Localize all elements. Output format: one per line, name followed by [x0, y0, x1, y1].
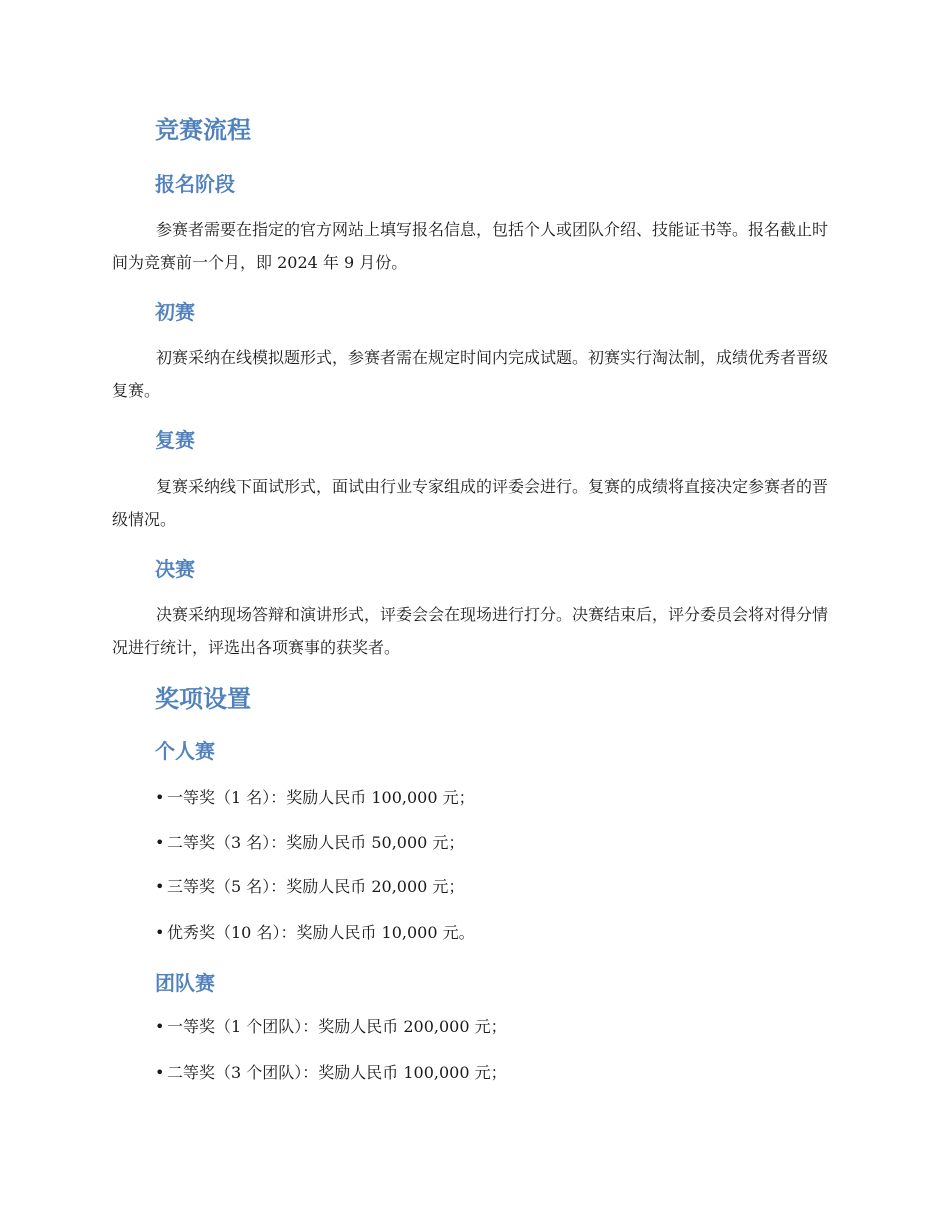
section-title-process: 竞赛流程 — [155, 116, 251, 144]
bullet-icon: • — [155, 788, 165, 807]
section-title-awards: 奖项设置 — [155, 685, 251, 713]
bullet-icon: • — [155, 833, 165, 852]
paragraph-final: 决赛采纳现场答辩和演讲形式，评委会会在现场进行打分。决赛结束后，评分委员会将对得分情况进行统计，评选出各项赛事的获奖者。 — [112, 605, 829, 657]
list-item — [155, 876, 464, 898]
list-item-text: 一等奖（1 名）：奖励人民币 100,000 元； — [167, 788, 475, 807]
bullet-icon: • — [155, 877, 165, 896]
subsection-title-registration: 报名阶段 — [155, 172, 235, 196]
list-item — [155, 787, 475, 809]
list-item — [155, 1062, 507, 1084]
list-item — [155, 922, 475, 944]
paragraph-semifinal: 复赛采纳线下面试形式，面试由行业专家组成的评委会进行。复赛的成绩将直接决定参赛者的晋级情况。 — [112, 477, 829, 529]
list-item-text: 优秀奖（10 名）：奖励人民币 10,000 元。 — [167, 923, 475, 942]
list-item-text: 三等奖（5 名）：奖励人民币 20,000 元； — [167, 877, 465, 896]
paragraph-preliminary: 初赛采纳在线模拟题形式，参赛者需在规定时间内完成试题。初赛实行淘汰制，成绩优秀者晋级复赛。 — [112, 348, 829, 400]
bullet-icon: • — [155, 1063, 165, 1082]
list-item-text: 二等奖（3 名）：奖励人民币 50,000 元； — [167, 833, 465, 852]
bullet-icon: • — [155, 1017, 165, 1036]
bullet-icon: • — [155, 923, 165, 942]
list-item — [155, 1016, 507, 1038]
list-item — [155, 832, 464, 854]
paragraph-registration: 参赛者需要在指定的官方网站上填写报名信息，包括个人或团队介绍、技能证书等。报名截止时间为竞赛前一个月，即 2024 年 9 月份。 — [112, 220, 829, 272]
subsection-title-preliminary: 初赛 — [155, 300, 195, 324]
list-item-text: 二等奖（3 个团队）：奖励人民币 100,000 元； — [167, 1063, 507, 1082]
list-item-text: 一等奖（1 个团队）：奖励人民币 200,000 元； — [167, 1017, 507, 1036]
subsection-title-semifinal: 复赛 — [155, 428, 195, 452]
subsection-title-team: 团队赛 — [155, 971, 215, 995]
subsection-title-final: 决赛 — [155, 557, 195, 581]
subsection-title-individual: 个人赛 — [155, 739, 215, 763]
